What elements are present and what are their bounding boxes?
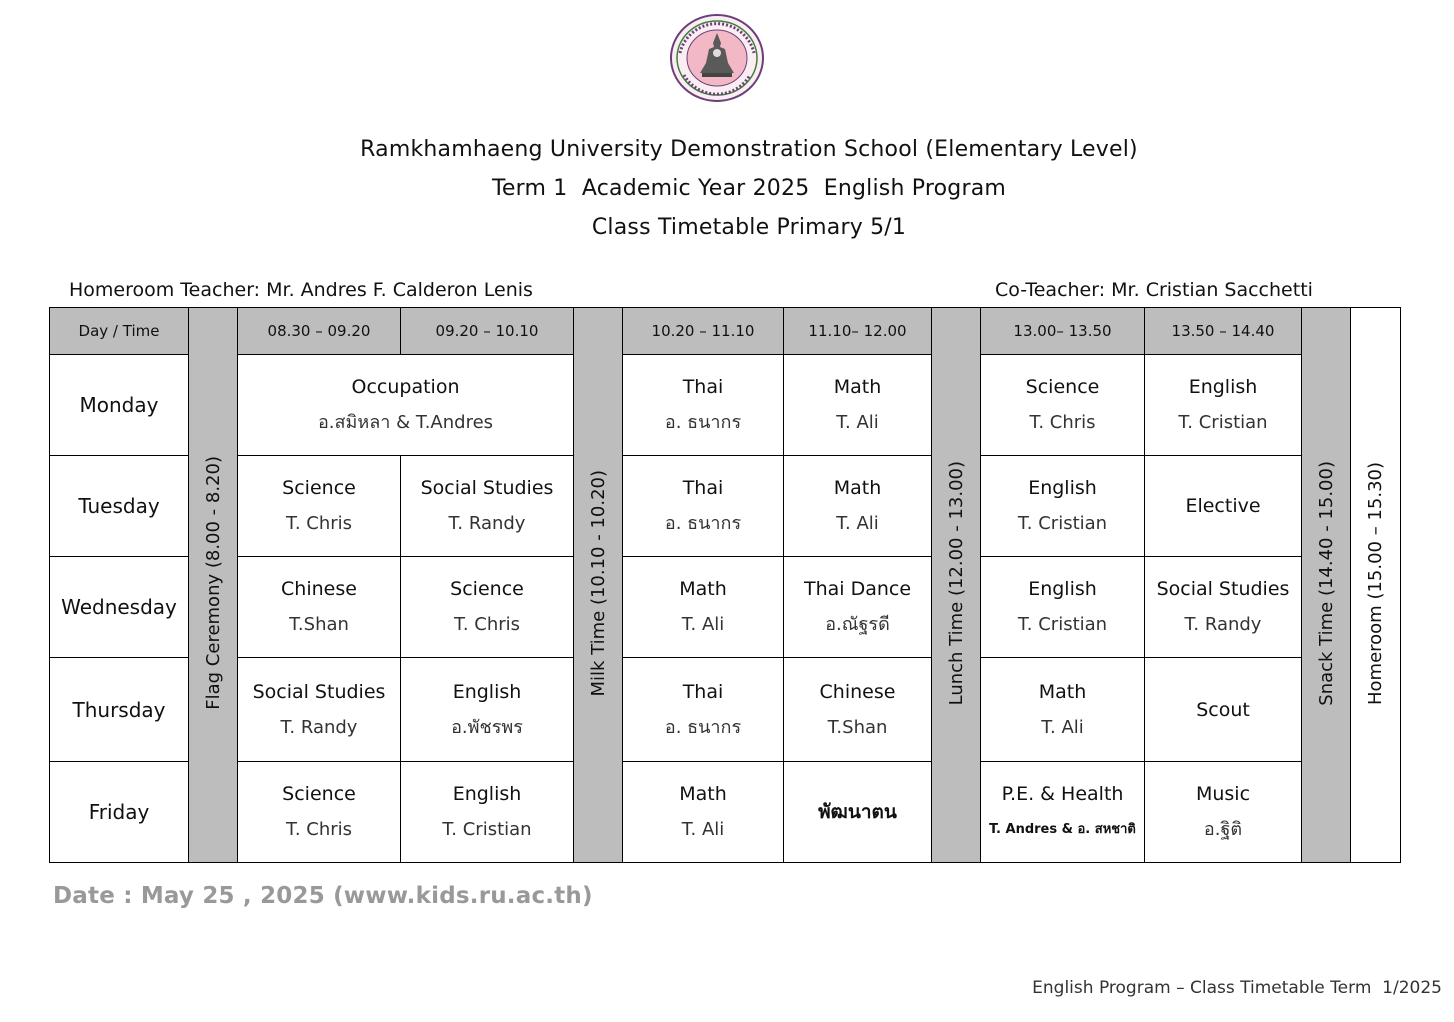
subject: พัฒนาตน — [818, 801, 897, 823]
homeroom-label: Homeroom (15.00 – 15.30) — [1365, 461, 1386, 705]
date-line: Date : May 25 , 2025 (www.kids.ru.ac.th) — [53, 883, 593, 909]
subject: Occupation — [351, 376, 460, 398]
subject: Thai — [682, 376, 724, 398]
lunch-time-label: Lunch Time (12.00 - 13.00) — [945, 460, 967, 706]
teacher: อ.สมิหลา & T.Andres — [317, 412, 494, 433]
table-row — [50, 762, 1401, 863]
timetable — [49, 307, 1401, 863]
table-row — [50, 658, 1401, 762]
lesson-cell — [1145, 557, 1302, 658]
subject: Chinese — [281, 578, 357, 600]
subject: Math — [833, 477, 882, 499]
lesson-cell — [1145, 762, 1302, 863]
day-label: Wednesday — [50, 557, 189, 658]
lesson-cell — [981, 762, 1145, 863]
lesson-cell — [238, 557, 401, 658]
lesson-cell — [623, 658, 784, 762]
lesson-cell — [238, 355, 574, 456]
day-label: Tuesday — [50, 456, 189, 557]
lesson-cell — [784, 762, 932, 863]
teacher: T. Randy — [280, 716, 358, 738]
lesson-cell — [401, 557, 574, 658]
subject: Math — [679, 578, 727, 600]
lesson-cell — [623, 557, 784, 658]
teacher: T. Randy — [448, 513, 526, 534]
school-title: Ramkhamhaeng University Demonstration School (Elementary Level) — [360, 137, 1138, 162]
teacher: T. Cristian — [442, 819, 532, 840]
lesson-cell — [238, 762, 401, 863]
lesson-cell — [981, 355, 1145, 456]
period-3-header: 10.20 – 11.10 — [623, 308, 784, 355]
period-4-header: 11.10– 12.00 — [784, 308, 932, 355]
subject: Chinese — [819, 680, 896, 703]
milk-time-column — [574, 308, 623, 863]
subject: Elective — [1185, 495, 1261, 517]
subject: English — [1188, 376, 1258, 398]
footer-text: English Program – Class Timetable Term 1/2025 — [1032, 978, 1442, 998]
table-row — [50, 456, 1401, 557]
teacher: T. Ali — [681, 614, 725, 635]
lesson-cell — [623, 355, 784, 456]
subject: P.E. & Health — [1001, 783, 1124, 805]
subject: Social Studies — [252, 680, 386, 703]
subject: Math — [833, 376, 882, 398]
flag-ceremony-label: Flag Ceremony (8.00 - 8.20) — [202, 456, 224, 710]
lesson-cell — [1145, 456, 1302, 557]
teacher: T. Ali — [1041, 716, 1084, 738]
snack-time-column — [1302, 308, 1351, 863]
teacher: T. Andres & อ. สหชาติ — [989, 822, 1136, 837]
subject: Math — [1038, 680, 1087, 703]
teacher: อ. ธนากร — [664, 513, 742, 534]
subject: Music — [1195, 783, 1251, 805]
teacher: T.Shan — [289, 614, 349, 635]
subject: Math — [679, 783, 727, 805]
teacher: T. Chris — [1029, 412, 1096, 433]
subject: Thai — [682, 680, 724, 703]
subject: English — [1028, 477, 1097, 499]
teacher: T. Chris — [453, 614, 521, 635]
teacher: อ. ธนากร — [664, 412, 742, 433]
school-seal-logo — [668, 13, 766, 103]
homeroom-column — [1351, 308, 1401, 863]
milk-time-label: Milk Time (10.10 - 10.20) — [587, 469, 609, 697]
lesson-cell — [784, 658, 932, 762]
lesson-cell — [401, 658, 574, 762]
co-teacher: Co-Teacher: Mr. Cristian Sacchetti — [995, 279, 1313, 301]
period-5-header: 13.00– 13.50 — [981, 308, 1145, 355]
teacher: T.Shan — [827, 716, 888, 738]
lesson-cell — [401, 456, 574, 557]
table-row — [50, 557, 1401, 658]
period-6-header: 13.50 – 14.40 — [1145, 308, 1302, 355]
lesson-cell — [401, 762, 574, 863]
lesson-cell — [1145, 355, 1302, 456]
lesson-cell — [784, 355, 932, 456]
snack-time-label: Snack Time (14.40 - 15.00) — [1315, 460, 1337, 706]
teacher: อ.ฐิติ — [1203, 819, 1243, 840]
period-2-header: 09.20 – 10.10 — [401, 308, 574, 355]
lesson-cell — [784, 557, 932, 658]
lesson-cell — [981, 658, 1145, 762]
day-label: Thursday — [50, 658, 189, 762]
subject: English — [452, 680, 522, 703]
subject: Science — [450, 578, 524, 600]
teacher: T. Randy — [1184, 614, 1262, 635]
lesson-cell — [623, 762, 784, 863]
subject: English — [452, 783, 522, 805]
subject: Science — [282, 783, 356, 805]
subject: Thai Dance — [803, 578, 912, 600]
teacher: T. Ali — [836, 513, 879, 534]
day-label: Friday — [50, 762, 189, 863]
period-1-header: 08.30 – 09.20 — [238, 308, 401, 355]
teacher: T. Cristian — [1017, 614, 1108, 635]
table-row — [50, 355, 1401, 456]
lesson-cell — [623, 456, 784, 557]
flag-ceremony-column — [189, 308, 238, 863]
subject: Social Studies — [420, 477, 554, 499]
teacher: T. Cristian — [1178, 412, 1268, 433]
teacher: อ.ณัฐรดี — [825, 614, 890, 635]
lunch-time-column — [932, 308, 981, 863]
teacher: T. Ali — [836, 412, 879, 433]
teacher: อ. ธนากร — [664, 716, 742, 738]
day-label: Monday — [50, 355, 189, 456]
lesson-cell — [238, 456, 401, 557]
teacher: T. Chris — [285, 513, 353, 534]
subject: English — [1028, 578, 1097, 600]
class-title: Class Timetable Primary 5/1 — [591, 215, 907, 240]
lesson-cell — [784, 456, 932, 557]
subject: Science — [1025, 376, 1100, 398]
lesson-cell — [238, 658, 401, 762]
lesson-cell — [981, 557, 1145, 658]
subject: Thai — [682, 477, 724, 499]
subject: Social Studies — [1156, 578, 1290, 600]
term-title: Term 1 Academic Year 2025 English Program — [491, 176, 1007, 201]
teacher: T. Cristian — [1017, 513, 1108, 534]
teacher: อ.พัชรพร — [451, 716, 523, 738]
corner-header: Day / Time — [50, 308, 189, 355]
subject: Science — [282, 477, 356, 499]
teacher: T. Chris — [285, 819, 353, 840]
lesson-cell — [1145, 658, 1302, 762]
subject: Scout — [1196, 698, 1250, 721]
homeroom-teacher: Homeroom Teacher: Mr. Andres F. Calderon Lenis — [69, 279, 533, 301]
teacher: T. Ali — [681, 819, 725, 840]
lesson-cell — [981, 456, 1145, 557]
